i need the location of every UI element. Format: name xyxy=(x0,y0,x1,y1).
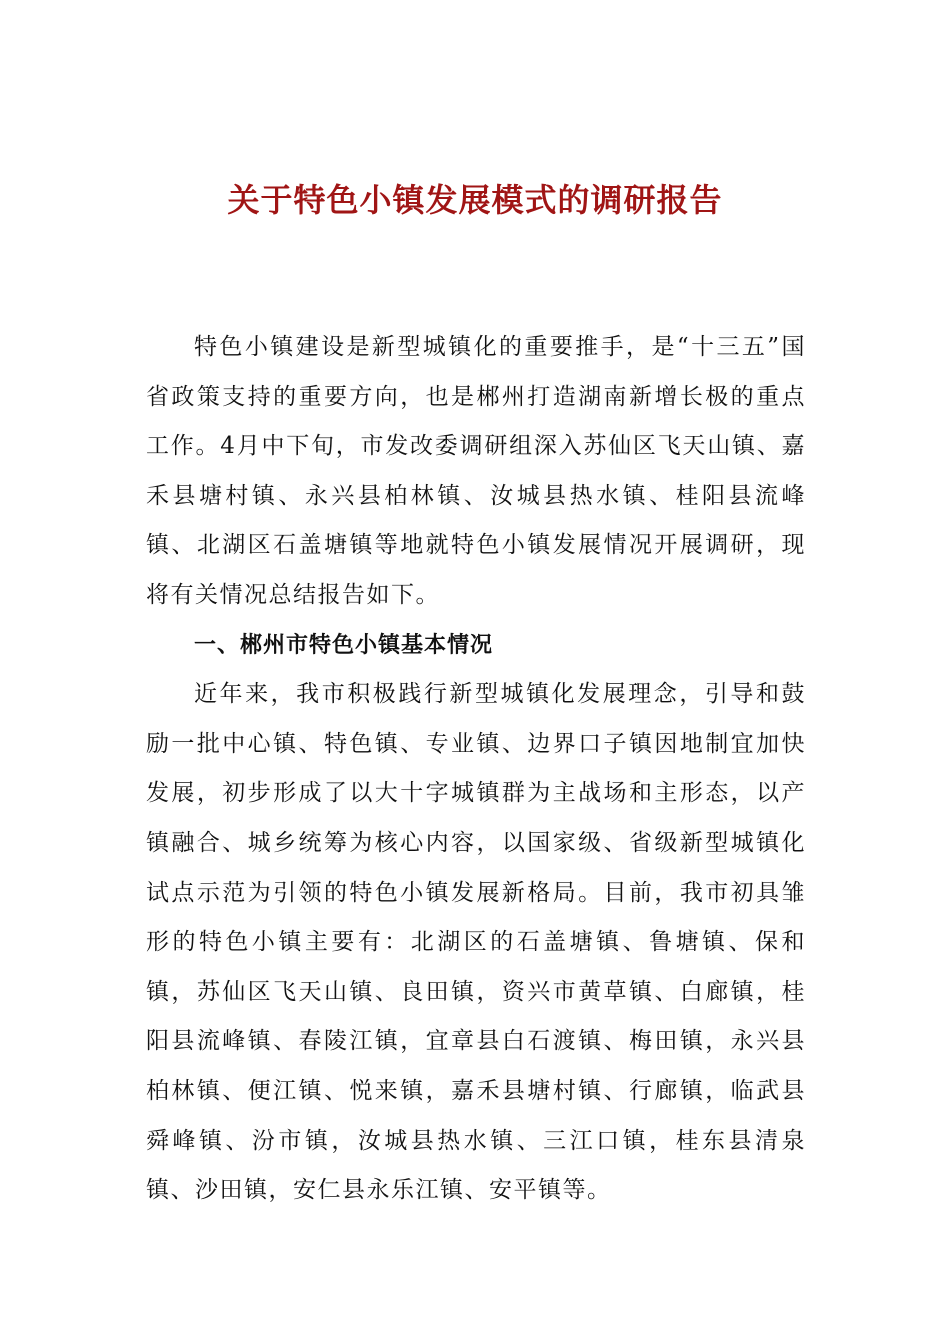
section-paragraph: 近年来，我市积极践行新型城镇化发展理念，引导和鼓励一批中心镇、特色镇、专业镇、边界口子镇因地制宜加快发展，初步形成了以大十字城镇群为主战场和主形态，以产镇融合、城乡统筹为核心内容，以国家级、省级新型城镇化试点示范为引领的特色小镇发展新格局。目前，我市初具雏形的特色小镇主要有：北湖区的石盖塘镇、鲁塘镇、保和镇，苏仙区飞天山镇、良田镇，资兴市黄草镇、白廊镇，桂阳县流峰镇、春陵江镇，宜章县白石渡镇、梅田镇，永兴县柏林镇、便江镇、悦来镇，嘉禾县塘村镇、行廊镇，临武县舜峰镇、汾市镇，汝城县热水镇、三江口镇，桂东县清泉镇、沙田镇，安仁县永乐江镇、安平镇等。 xyxy=(146,681,806,1204)
document-body xyxy=(146,323,806,1216)
section-heading: 一、郴州市特色小镇基本情况 xyxy=(194,632,494,658)
document-title: 关于特色小镇发展模式的调研报告 xyxy=(227,181,723,219)
intro-paragraph: 特色小镇建设是新型城镇化的重要推手，是“十三五”国省政策支持的重要方向，也是郴州打造湖南新增长极的重点工作。4月中下旬，市发改委调研组深入苏仙区飞天山镇、嘉禾县塘村镇、永兴县柏林镇、汝城县热水镇、桂阳县流峰镇、北湖区石盖塘镇等地就特色小镇发展情况开展调研，现将有关情况总结报告如下。 xyxy=(146,334,806,608)
